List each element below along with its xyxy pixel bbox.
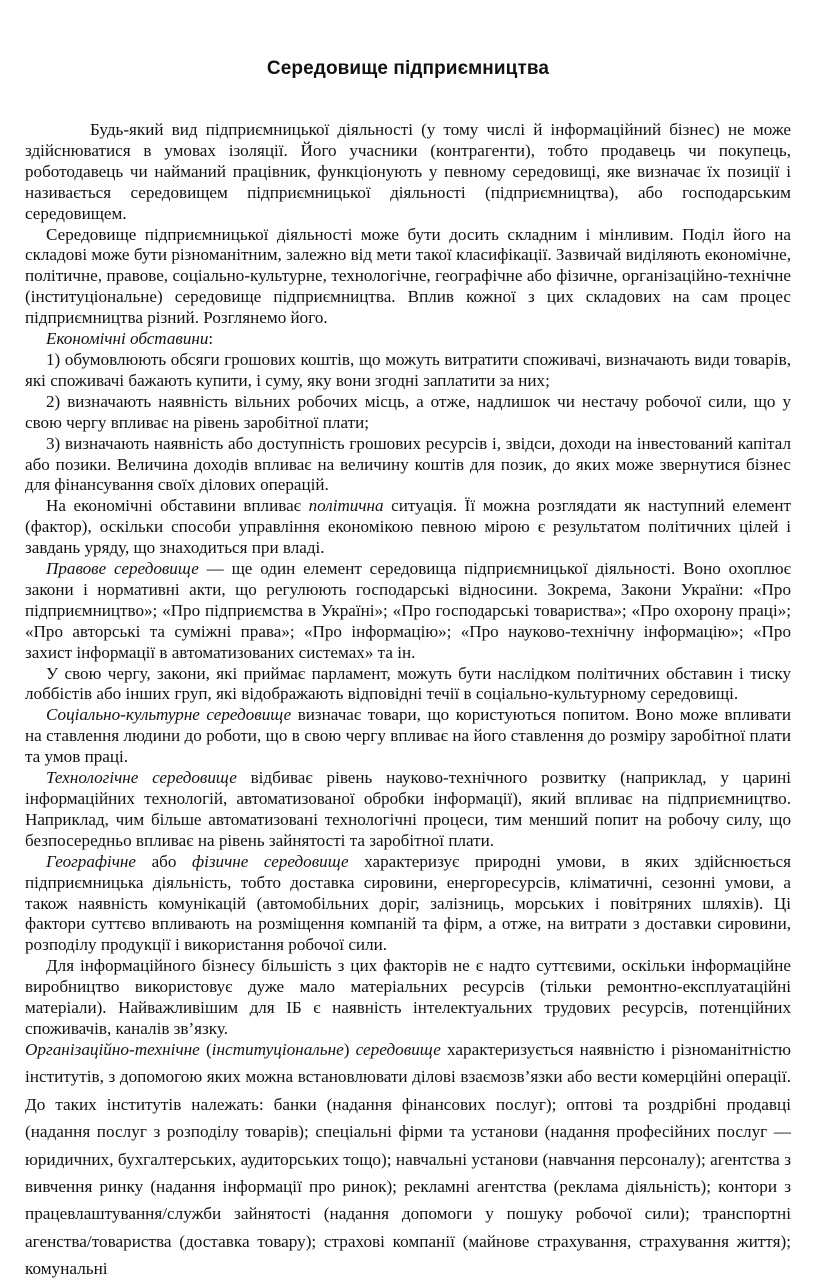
italic-term: інституціональне: [211, 1040, 344, 1059]
paragraph-geographic: [25, 852, 791, 957]
text-run: На економічні обставини впливає: [46, 496, 309, 516]
text-run: характеризується наявністю і різноманітністю інститутів, з допомогою яких можна встановлювати ділові взаємозв’язки або вести комерційні операції. До таких інститутів належать: банки (надання фінансових послуг); оптові та роздрібні продавці (надання послуг з розподілу товарів); спеціальні фірми та установи (надання професійних послуг — юридичних, бухгалтерських, аудиторських тощо); навчальні установи (навчання персоналу); агентства з вивчення ринку (надання інформації про ринок); рекламні агентства (реклама діяльність); контори з працевлаштування/служби зайнятості (надання допомоги у пошуку робочої сили); транспортні агенства/товариства (доставка товару); страхові компанії (майнове страхування, страхування життя); комунальні: [25, 1040, 791, 1279]
paragraph-intro: [25, 120, 791, 225]
list-item-economic-3: [25, 434, 791, 497]
text-run: характеризує природні умови, в яких здійснюється підприємницька діяльність, тобто доставка сировини, енергоресурсів, кліматичні, сезонні умови, а також наявність комунікацій (автомобільних доріг, залізниць, морських і повітряних шляхів). Ці фактори суттєво впливають на розміщення компаній та фірм, а отже, на витрати з доставки сировини, розподілу продукції і використання робочої сили.: [25, 851, 791, 955]
paragraph-laws: [25, 664, 791, 706]
italic-term: Географічне: [46, 851, 136, 871]
italic-term: фізичне середовище: [191, 851, 349, 871]
text-run: або: [136, 851, 192, 871]
text-run: відбиває рівень науково-технічного розвитку (наприклад, у царині інформаційних технологій, автоматизованої обробки інформації), який впливає на підприємництво. Наприклад, чим більше автоматизовані технологічні процеси, тим менший попит на робочу силу, що безпосередньо впливає на рівень зайнятості та заробітної плати.: [25, 768, 791, 850]
list-item-economic-2: [25, 392, 791, 434]
main-text: [25, 120, 791, 1040]
text-run: ): [343, 1040, 356, 1059]
paragraph-sociocultural: [25, 705, 791, 768]
list-item-economic-1: [25, 350, 791, 392]
text-run: ситуація. Її можна розглядати як наступний елемент (фактор), оскільки способи управління економікою певною мірою є результатом політичних цілей і завдань уряду, що знаходиться при владі.: [25, 496, 791, 558]
final-text: [25, 1036, 791, 1283]
text-run: визначає товари, що користуються попитом. Воно може впливати на ставлення людини до роботи, що в свою чергу впливає на його ставлення до розміру заробітної плати та умов праці.: [25, 705, 791, 767]
paragraph-technological: [25, 768, 791, 852]
paragraph-legal: [25, 559, 791, 664]
text-run: Середовище підприємницької діяльності може бути досить складним і мінливим. Поділ його на складові може бути різноманітним, залежно від мети такої класифікації. Зазвичай виділяють економічне, політичне, правове, соціально-культурне, технологічне, географічне або фізичне, організаційно-технічне (інституціональне) середовище підприємництва. Вплив кожної з цих складових на сам процес підприємництва різний. Розглянемо його.: [25, 224, 791, 328]
text-run: 3) визначають наявність або доступність грошових ресурсів і, звідси, доходи на інвестований капітал або позики. Величина доходів впливає на величину коштів для позик, до яких може звернутися бізнес для фінансування своїх ділових операцій.: [25, 433, 791, 495]
paragraph-environment: [25, 225, 791, 330]
text-run: :: [208, 329, 214, 349]
text-run: У свою чергу, закони, які приймає парламент, можуть бути наслідком політичних обставин і тиску лоббістів або інших груп, які відображають відповідні течії в соціально-культурному середовищі.: [25, 663, 791, 704]
italic-term: Організаційно-технічне: [25, 1040, 200, 1059]
italic-term: Технологічне середовище: [46, 768, 237, 788]
italic-term: середовище: [355, 1040, 441, 1059]
italic-term: Соціально-культурне середовище: [46, 705, 292, 725]
text-run: Для інформаційного бізнесу більшість з цих факторів не є надто суттєвими, оскільки інформаційне виробництво використовує дуже мало матеріальних ресурсів (тільки ремонтно-експлуатаційні матеріали). Найважливішим для ІБ є наявність інтелектуальних трудових ресурсів, потенційних споживачів, каналів зв’язку.: [25, 956, 791, 1038]
paragraph-info-business: [25, 956, 791, 1040]
page-title: Середовище підприємництва: [266, 58, 550, 79]
italic-term: Економічні обставини: [46, 329, 209, 349]
italic-term: Правове середовище: [46, 559, 199, 579]
text-run: 2) визначають наявність вільних робочих місць, а отже, надлишок чи нестачу робочої сили, що у свою чергу впливає на рівень заробітної плати;: [25, 391, 791, 432]
text-run: Будь-який вид підприємницької діяльності (у тому числі й інформаційний бізнес) не може здійснюватися в умовах ізоляції. Його учасники (контрагенти), тобто продавець чи покупець, роботодавець чи найманий працівник, функціонують у певному середовищі, яке визначає їх позиції і називається середовищем підприємницької діяльності (підприємництва), або господарським середовищем.: [25, 120, 791, 223]
text-run: 1) обумовлюють обсяги грошових коштів, що можуть витратити споживачі, визначають види товарів, які споживачі бажають купити, і суму, яку вони згодні заплатити за них;: [25, 349, 791, 390]
paragraph-economic-heading: [25, 329, 791, 350]
paragraph-organizational: [25, 1036, 791, 1283]
italic-term: політична: [308, 496, 384, 516]
text-run: — ще один елемент середовища підприємницької діяльності. Воно охоплює закони і нормативні акти, що регулюють господарські відносини. Зокрема, Закони України: «Про підприємництво»; «Про підприємства в Україні»; «Про господарські товариства»; «Про охорону праці»; «Про авторські та суміжні права»; «Про інформацію»; «Про науково-технічну інформацію»; «Про захист інформації в автоматизованих системах» та ін.: [25, 559, 791, 662]
text-run: (: [199, 1040, 212, 1059]
paragraph-political: [25, 496, 791, 559]
